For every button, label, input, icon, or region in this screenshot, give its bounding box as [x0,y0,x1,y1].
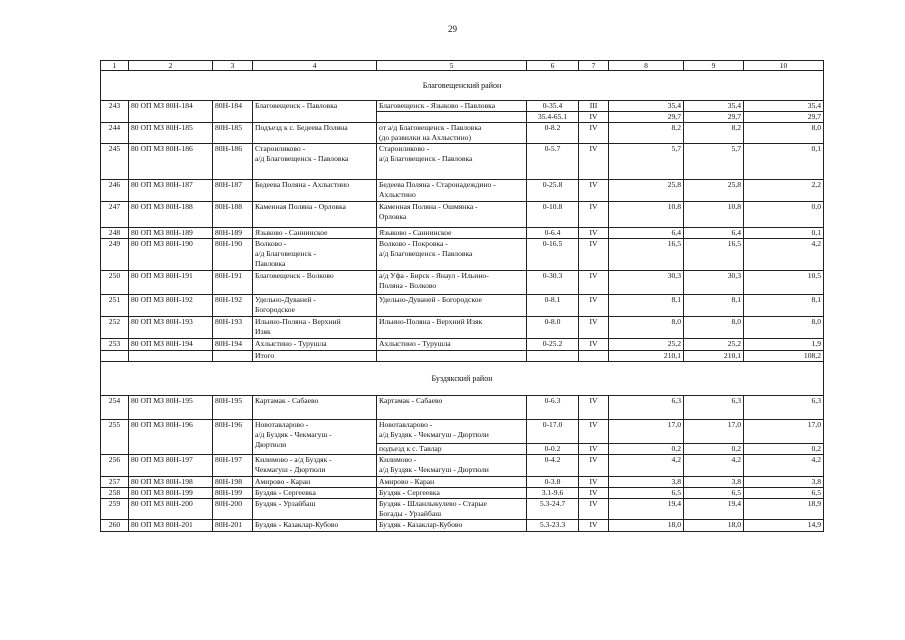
registration-number: 80 ОП МЗ 80Н-188 [129,202,213,228]
road-name-line: Килимово - а/д Буздяк - [255,455,332,464]
road-name-line: Ильино-Поляна - Верхний [255,317,341,326]
road-name-line: Павловка [255,259,286,268]
length-value: 6,3 [684,396,744,420]
road-name [253,239,377,271]
table-row [101,295,824,317]
length-value: 25,8 [609,180,684,202]
row-number: 253 [101,339,129,351]
road-name [253,180,377,202]
road-category: IV [579,123,609,144]
length-value: 0,2 [744,444,824,455]
km-range: 0-25.2 [527,339,579,351]
length-value: 17,0 [744,420,824,444]
length-value: 6,5 [684,488,744,499]
road-code: 80Н-192 [213,295,253,317]
road-name-line: Благовещенск - Волково [255,271,334,280]
length-value: 25,8 [684,180,744,202]
length-value: 5,7 [609,144,684,180]
length-value: 0,2 [684,444,744,455]
road-route [377,477,527,488]
km-range: 0-6.3 [527,396,579,420]
length-value: 18,0 [609,520,684,532]
road-category: IV [579,271,609,295]
table-row [101,101,824,112]
length-value: 8,2 [609,123,684,144]
row-number: 244 [101,123,129,144]
km-range: 0-10.8 [527,202,579,228]
table-row [101,271,824,295]
empty-cell [101,351,129,362]
road-name-line: Благовещенск - Павловка [255,101,338,110]
road-route-line: а/д Буздяк - Чекмагуш - Дюртюли [379,430,489,439]
registration-number: 80 ОП МЗ 80Н-196 [129,420,213,455]
length-value: 0,0 [744,202,824,228]
registration-number: 80 ОП МЗ 80Н-192 [129,295,213,317]
length-value: 6,4 [609,228,684,239]
road-category: IV [579,339,609,351]
km-range: 0-25.8 [527,180,579,202]
registration-number: 80 ОП МЗ 80Н-191 [129,271,213,295]
table-row [101,488,824,499]
road-route-line: а/д Благовещенск - Павловка [379,154,473,163]
length-value: 25,2 [609,339,684,351]
table-row [101,317,824,339]
road-name-line: Ахлыстино - Турушла [255,339,327,348]
road-category: IV [579,444,609,455]
column-number: 5 [377,61,527,71]
road-route [377,228,527,239]
road-route [377,339,527,351]
length-value: 18,9 [744,499,824,520]
length-value: 19,4 [609,499,684,520]
district-title: Буздякский район [101,362,824,396]
road-name-line: Волково - [255,239,287,248]
road-name-line: Буздяк - Казаклар-Кубово [255,520,339,529]
road-code: 80Н-186 [213,144,253,180]
road-code: 80Н-201 [213,520,253,532]
road-route-line: а/д Уфа - Бирск - Янаул - Ильино- [379,271,489,280]
table-row [101,499,824,520]
road-name-line: Богородское [255,305,296,314]
km-range: 0-0.2 [527,444,579,455]
road-code: 80Н-187 [213,180,253,202]
road-route-line: Волково - Покровка - [379,239,448,248]
road-name [253,499,377,520]
registration-number: 80 ОП МЗ 80Н-190 [129,239,213,271]
total-value: 210,1 [684,351,744,362]
total-value: 108,2 [744,351,824,362]
row-number: 256 [101,455,129,477]
road-code: 80Н-200 [213,499,253,520]
km-range: 0-8.0 [527,317,579,339]
length-value: 6,4 [684,228,744,239]
row-number: 243 [101,101,129,123]
road-route-line: Килимово - [379,455,417,464]
length-value: 4,2 [684,455,744,477]
km-range: 0-3.8 [527,477,579,488]
road-name [253,488,377,499]
road-category: IV [579,112,609,123]
road-category: IV [579,396,609,420]
length-value: 35,4 [744,101,824,112]
road-name [253,317,377,339]
length-value: 10,5 [744,271,824,295]
road-route [377,180,527,202]
column-number: 10 [744,61,824,71]
road-route [377,202,527,228]
length-value: 10,8 [684,202,744,228]
row-number: 255 [101,420,129,455]
length-value: 14,9 [744,520,824,532]
length-value: 6,3 [744,396,824,420]
road-route-line: Новотавларово - [379,420,433,429]
road-route-line: Богады - Урзайбаш [379,509,442,518]
row-number: 260 [101,520,129,532]
road-name [253,271,377,295]
km-range: 0-16.5 [527,239,579,271]
length-value: 6,5 [744,488,824,499]
length-value: 8,0 [609,317,684,339]
registration-number: 80 ОП МЗ 80Н-199 [129,488,213,499]
length-value: 4,2 [744,239,824,271]
registration-number: 80 ОП МЗ 80Н-186 [129,144,213,180]
road-route [377,112,527,123]
km-range: 0-8.2 [527,123,579,144]
column-number: 8 [609,61,684,71]
table-row [101,455,824,477]
empty-cell [129,351,213,362]
road-name [253,477,377,488]
length-value: 2,2 [744,180,824,202]
length-value: 30,3 [684,271,744,295]
column-number: 1 [101,61,129,71]
road-route-line: Картамак - Сабаево [379,396,443,405]
registration-number: 80 ОП МЗ 80Н-185 [129,123,213,144]
road-code: 80Н-195 [213,396,253,420]
length-value: 29,7 [684,112,744,123]
length-value: 0,2 [609,444,684,455]
length-value: 8,2 [684,123,744,144]
length-value: 3,8 [744,477,824,488]
road-name [253,202,377,228]
km-range: 3.1-9.6 [527,488,579,499]
total-value: 210,1 [609,351,684,362]
length-value: 8,1 [684,295,744,317]
road-route-line: Удельно-Дуваней - Богородское [379,295,482,304]
road-route-line: (до развилки на Ахлыстино) [379,133,471,142]
length-value: 25,2 [684,339,744,351]
road-name-line: Языково - Саннинское [255,228,328,237]
length-value: 30,3 [609,271,684,295]
total-label: Итого [253,351,377,362]
road-name [253,339,377,351]
row-number: 259 [101,499,129,520]
road-name [253,520,377,532]
road-code: 80Н-189 [213,228,253,239]
road-name-line: Изяк [255,327,271,336]
road-route-line: Бедеева Поляна - Старонадеждино - [379,180,496,189]
column-number-row [101,61,824,71]
road-category: IV [579,239,609,271]
road-name-line: Чекмагуш - Дюртюли [255,465,326,474]
registration-number: 80 ОП МЗ 80Н-187 [129,180,213,202]
road-route [377,499,527,520]
road-route [377,101,527,112]
table-row [101,228,824,239]
road-category: IV [579,228,609,239]
road-code: 80Н-199 [213,488,253,499]
road-code: 80Н-197 [213,455,253,477]
column-number: 7 [579,61,609,71]
road-name-line: Амирово - Каран [255,477,311,486]
row-number: 246 [101,180,129,202]
length-value: 5,7 [684,144,744,180]
length-value: 35,4 [609,101,684,112]
length-value: 35,4 [684,101,744,112]
empty-cell [377,351,527,362]
road-route [377,455,527,477]
district-header [101,362,824,396]
road-name-line: а/д Благовещенск - Павловка [255,154,349,163]
column-number: 9 [684,61,744,71]
length-value: 16,5 [684,239,744,271]
length-value: 1,9 [744,339,824,351]
length-value: 0,1 [744,228,824,239]
road-name-line: Бедеева Поляна - Ахлыстино [255,180,349,189]
road-name [253,123,377,144]
road-route [377,144,527,180]
row-number: 248 [101,228,129,239]
road-code: 80Н-188 [213,202,253,228]
road-route [377,239,527,271]
length-value: 3,8 [609,477,684,488]
total-row [101,351,824,362]
km-range: 0-30.3 [527,271,579,295]
road-code: 80Н-191 [213,271,253,295]
km-range: 5.3-23.3 [527,520,579,532]
road-name-line: а/д Буздяк - Чекмагуш - [255,430,332,439]
registration-number: 80 ОП МЗ 80Н-201 [129,520,213,532]
road-route-line: Амирово - Каран [379,477,435,486]
road-route-line: Орловка [379,212,407,221]
km-range: 0-5.7 [527,144,579,180]
road-name [253,455,377,477]
road-name-line: а/д Благовещенск - [255,249,317,258]
road-category: IV [579,477,609,488]
road-category: IV [579,499,609,520]
column-number: 2 [129,61,213,71]
road-route-line: Буздяк - Шланлыкулево - Старые [379,499,487,508]
road-category: IV [579,202,609,228]
column-number: 4 [253,61,377,71]
road-code: 80Н-198 [213,477,253,488]
road-category: IV [579,180,609,202]
length-value: 8,0 [744,123,824,144]
road-route [377,488,527,499]
road-name [253,420,377,455]
length-value: 4,2 [609,455,684,477]
road-name-line: Новотавларово - [255,420,309,429]
registration-number: 80 ОП МЗ 80Н-200 [129,499,213,520]
length-value: 8,1 [744,295,824,317]
road-name [253,228,377,239]
length-value: 29,7 [609,112,684,123]
km-range: 35.4-65.1 [527,112,579,123]
road-name [253,396,377,420]
length-value: 17,0 [609,420,684,444]
road-route [377,396,527,420]
km-range: 0-8.1 [527,295,579,317]
empty-cell [579,351,609,362]
road-category: IV [579,317,609,339]
column-number: 3 [213,61,253,71]
road-name-line: Подъезд к с. Бедеева Поляна [255,123,348,132]
road-route [377,295,527,317]
road-route-line: Староиликово - [379,144,430,153]
km-range: 0-4.2 [527,455,579,477]
length-value: 6,5 [609,488,684,499]
table-row [101,239,824,271]
table-row [101,420,824,444]
road-category: IV [579,520,609,532]
road-category: IV [579,144,609,180]
row-number: 254 [101,396,129,420]
table-row [101,180,824,202]
district-header [101,71,824,101]
length-value: 29,7 [744,112,824,123]
road-route-line: Благовещенск - Языково - Павловка [379,101,496,110]
page-number: 29 [448,24,457,34]
road-route-line: Ильино-Поляна - Верхний Изяк [379,317,483,326]
length-value: 17,0 [684,420,744,444]
road-name-line: Буздяк - Сергеевка [255,488,316,497]
length-value: 4,2 [744,455,824,477]
road-category: IV [579,455,609,477]
registration-number: 80 ОП МЗ 80Н-197 [129,455,213,477]
length-value: 8,0 [744,317,824,339]
road-code: 80Н-196 [213,420,253,455]
road-route-line: а/д Благовещенск - Павловка [379,249,473,258]
road-route-line: Каменная Поляна - Ошмянка - [379,202,478,211]
road-route [377,420,527,444]
table-row [101,123,824,144]
row-number: 251 [101,295,129,317]
length-value: 19,4 [684,499,744,520]
road-route-line: Ахлыстино - Турушла [379,339,451,348]
road-code: 80Н-194 [213,339,253,351]
row-number: 247 [101,202,129,228]
registration-number: 80 ОП МЗ 80Н-184 [129,101,213,123]
district-title: Благовещенский район [101,71,824,101]
road-category: IV [579,488,609,499]
road-route [377,317,527,339]
road-route: подъезд к с. Тавлар [377,444,527,455]
length-value: 10,8 [609,202,684,228]
row-number: 252 [101,317,129,339]
road-category: IV [579,420,609,444]
road-code: 80Н-190 [213,239,253,271]
length-value: 6,3 [609,396,684,420]
registration-number: 80 ОП МЗ 80Н-193 [129,317,213,339]
road-route-line: от а/д Благовещенск - Павловка [379,123,482,132]
registration-number: 80 ОП МЗ 80Н-189 [129,228,213,239]
road-code: 80Н-193 [213,317,253,339]
road-name [253,101,377,123]
road-name-line: Староиликово - [255,144,306,153]
road-category: IV [579,295,609,317]
road-route [377,520,527,532]
row-number: 257 [101,477,129,488]
length-value: 8,0 [684,317,744,339]
road-route [377,123,527,144]
road-route-line: Буздяк - Казаклар-Кубово [379,520,463,529]
empty-cell [527,351,579,362]
road-route-line: Языково - Саннинское [379,228,452,237]
length-value: 16,5 [609,239,684,271]
road-code: 80Н-185 [213,123,253,144]
km-range: 0-6.4 [527,228,579,239]
km-range: 5.3-24.7 [527,499,579,520]
road-category: III [579,101,609,112]
length-value: 3,8 [684,477,744,488]
length-value: 18,0 [684,520,744,532]
table-row [101,202,824,228]
road-name-line: Удельно-Дуваней - [255,295,316,304]
road-code: 80Н-184 [213,101,253,123]
registration-number: 80 ОП МЗ 80Н-194 [129,339,213,351]
road-route-line: Буздяк - Сергеевка [379,488,440,497]
table-row [101,396,824,420]
row-number: 250 [101,271,129,295]
table-row [101,144,824,180]
road-route [377,271,527,295]
km-range: 0-17.0 [527,420,579,444]
length-value: 0,1 [744,144,824,180]
registration-number: 80 ОП МЗ 80Н-195 [129,396,213,420]
empty-cell [213,351,253,362]
road-route-line: Поляна - Волково [379,281,437,290]
road-route-line: а/д Буздяк - Чекмагуш - Дюртюли [379,465,489,474]
road-name-line: Буздяк - Урзайбаш [255,499,316,508]
row-number: 249 [101,239,129,271]
table-row [101,520,824,532]
km-range: 0-35.4 [527,101,579,112]
road-name-line: Картамак - Сабаево [255,396,319,405]
road-route-line: Ахлыстино [379,190,416,199]
road-name [253,295,377,317]
road-name-line: Дюртюли [255,440,287,449]
length-value: 8,1 [609,295,684,317]
row-number: 258 [101,488,129,499]
table-row [101,477,824,488]
table-row [101,339,824,351]
roads-register-table [100,60,824,532]
row-number: 245 [101,144,129,180]
road-name-line: Каменная Поляна - Орловка [255,202,346,211]
registration-number: 80 ОП МЗ 80Н-198 [129,477,213,488]
road-name [253,144,377,180]
column-number: 6 [527,61,579,71]
